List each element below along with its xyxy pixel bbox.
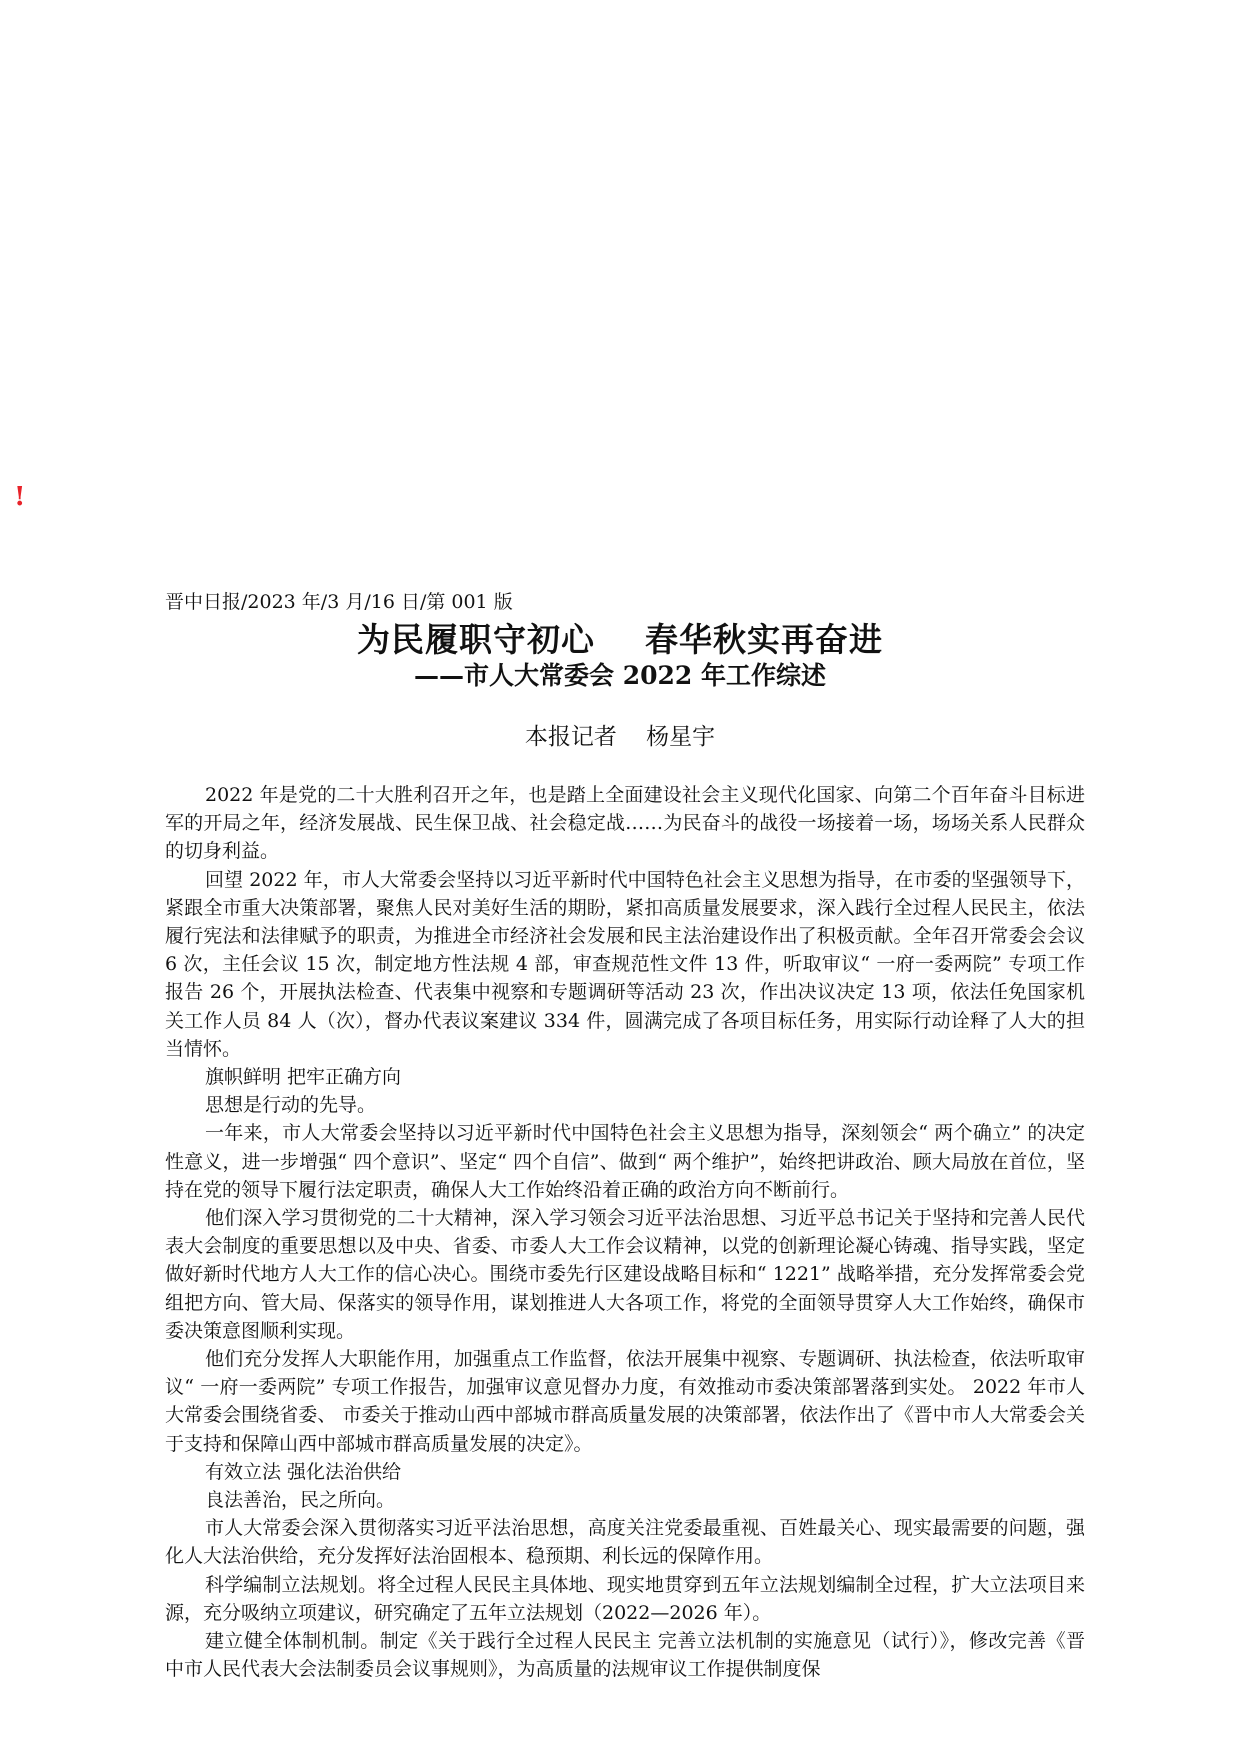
- article-title: 为民履职守初心 春华秋实再奋进: [357, 620, 883, 659]
- paragraph: 建立健全体制机制。制定《关于践行全过程人民民主 完善立法机制的实施意见（试行）》，修改完善《晋中市人民代表大会法制委员会议事规则》，为高质量的法规审议工作提供制度保: [165, 1630, 1085, 1681]
- paragraph: 一年来，市人大常委会坚持以习近平新时代中国特色社会主义思想为指导，深刻领会“ 两个确立” 的决定性意义，进一步增强“ 四个意识”、坚定“ 四个自信”、做到“ 两个维护”，始终把讲政治、顾大局放在首位，坚持在党的领导下履行法定职责，确保人大工作始终沿着正确的政治方向不断前行。: [165, 1122, 1085, 1201]
- paragraph: 回望 2022 年，市人大常委会坚持以习近平新时代中国特色社会主义思想为指导，在市委的坚强领导下，紧跟全市重大决策部署，聚焦人民对美好生活的期盼，紧扣高质量发展要求，深入践行全过程人民民主，依法履行宪法和法律赋予的职责，为推进全市经济社会发展和民主法治建设作出了积极贡献。全年召开常委会会议 6 次，主任会议 15 次，制定地方性法规 4 部，审查规范性文件 13 件，听取审议“ 一府一委两院” 专项工作报告 26 个，开展执法检查、代表集中视察和专题调研等活动 23 次，作出决议决定 13 项，依法任免国家机关工作人员 84 人（次），督办代表议案建议 334 件，圆满完成了各项目标任务，用实际行动诠释了人大的担当情怀。: [165, 868, 1085, 1060]
- warning-mark: !: [14, 482, 26, 512]
- section-heading: 旗帜鲜明 把牢正确方向: [205, 1066, 402, 1089]
- section-heading: 有效立法 强化法治供给: [205, 1460, 402, 1483]
- paragraph: 思想是行动的先导。: [205, 1094, 377, 1117]
- article-body: [165, 781, 1085, 1684]
- source-line: 晋中日报/2023 年/3 月/16 日/第 001 版: [165, 591, 513, 613]
- paragraph: 市人大常委会深入贯彻落实习近平法治思想，高度关注党委最重视、百姓最关心、现实最需要的问题，强化人大法治供给，充分发挥好法治固根本、稳预期、利长远的保障作用。: [165, 1517, 1085, 1568]
- paragraph: 科学编制立法规划。将全过程人民民主具体地、现实地贯穿到五年立法规划编制全过程，扩大立法项目来源，充分吸纳立项建议，研究确定了五年立法规划（2022—2026 年）。: [165, 1573, 1085, 1624]
- paragraph: 良法善治，民之所向。: [205, 1489, 396, 1512]
- byline: 本报记者 杨星宇: [524, 724, 716, 750]
- article-subtitle: ——市人大常委会 2022 年工作综述: [414, 661, 826, 690]
- paragraph: 他们充分发挥人大职能作用，加强重点工作监督，依法开展集中视察、专题调研、执法检查，依法听取审议“ 一府一委两院” 专项工作报告，加强审议意见督办力度，有效推动市委决策部署落到实处。 2022 年市人大常委会围绕省委、 市委关于推动山西中部城市群高质量发展的决策部署，依法作出了《晋中市人大常委会关于支持和保障山西中部城市群高质量发展的决定》。: [165, 1348, 1085, 1455]
- paragraph: 他们深入学习贯彻党的二十大精神，深入学习领会习近平法治思想、习近平总书记关于坚持和完善人民代表大会制度的重要思想以及中央、省委、市委人大工作会议精神，以党的创新理论凝心铸魂、指导实践，坚定做好新时代地方人大工作的信心决心。围绕市委先行区建设战略目标和“ 1221” 战略举措，充分发挥常委会党组把方向、管大局、保落实的领导作用，谋划推进人大各项工作，将党的全面领导贯穿人大工作始终，确保市委决策意图顺利实现。: [165, 1207, 1085, 1342]
- paragraph: 2022 年是党的二十大胜利召开之年，也是踏上全面建设社会主义现代化国家、向第二个百年奋斗目标进军的开局之年，经济发展战、民生保卫战、社会稳定战……为民奋斗的战役一场接着一场，场场关系人民群众的切身利益。: [165, 784, 1085, 863]
